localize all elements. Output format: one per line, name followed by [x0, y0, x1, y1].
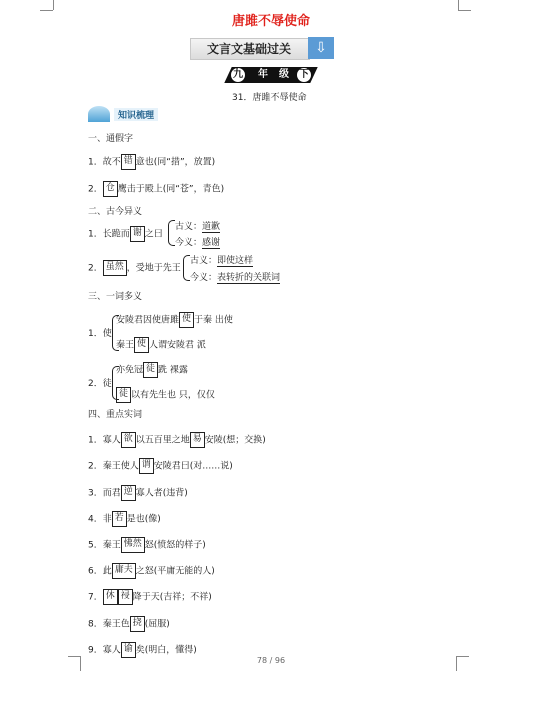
item-text: 秦王	[102, 540, 121, 551]
duoyi-sense	[116, 337, 206, 353]
item-text: 非	[102, 514, 112, 525]
item-text: 跣 裸露	[158, 365, 188, 376]
shici-item	[88, 537, 206, 553]
section-heading-duoyi: 三、一词多义	[88, 292, 143, 302]
brace	[183, 255, 190, 281]
boxed-word: 徒	[116, 387, 131, 403]
duoyi-sense	[116, 387, 215, 403]
boxed-word: 祲	[118, 589, 133, 605]
document-title: 唐雎不辱使命	[231, 14, 310, 29]
polysemy-word: 使	[102, 329, 112, 339]
item-text: 而君	[102, 488, 121, 499]
item-text: 秦王色	[102, 619, 130, 630]
item-text: 矣(明白，懂得)	[135, 645, 197, 656]
item-text: 人谓安陵君 派	[149, 340, 206, 351]
item-text: 以有先生也 只，仅仅	[131, 390, 215, 401]
boxed-word: 挠	[130, 616, 145, 632]
duoyi-sense	[116, 312, 233, 328]
grade-char-1: 九	[230, 67, 246, 83]
jin-value: 感谢	[202, 238, 221, 248]
item-number: 1．	[88, 157, 103, 168]
gu-label: 古义：	[175, 222, 203, 232]
boxed-word: 使	[134, 337, 149, 353]
boxed-word: 怫然	[121, 537, 145, 553]
jin-label: 今义：	[175, 238, 203, 248]
shici-item	[88, 485, 188, 501]
section-heading-tongjia: 一、通假字	[88, 134, 134, 144]
item-text: 降于天(吉祥；不祥)	[132, 592, 212, 603]
shici-item	[88, 616, 170, 632]
item-number: 8．	[88, 619, 103, 630]
item-text: ，受地于先王	[126, 263, 181, 274]
knowledge-badge: 知识梳理	[114, 108, 158, 121]
shici-item	[88, 458, 233, 474]
boxed-word: 仓	[103, 181, 118, 197]
item-number: 2．	[88, 263, 103, 274]
grade-char-2: 年	[258, 69, 268, 80]
shici-item	[88, 432, 266, 448]
item-number: 2．	[88, 184, 103, 195]
gu-label: 古义：	[190, 256, 218, 266]
item-text: 以五百里之地	[135, 435, 190, 446]
boxed-word: 若	[112, 511, 127, 527]
item-number: 5．	[88, 540, 103, 551]
item-text: 是也(像)	[126, 514, 161, 525]
jin-meaning	[175, 235, 220, 248]
item-text: 寡人	[102, 435, 121, 446]
item-text: 寡人者(违背)	[135, 488, 188, 499]
item-number: 9．	[88, 645, 103, 656]
item-number: 1．	[88, 229, 103, 240]
item-text: 意也(同“措”，放置)	[135, 157, 216, 168]
gu-value: 道歉	[202, 222, 221, 232]
section-heading-shici: 四、重点实词	[88, 410, 143, 420]
lesson-subtitle: 31．唐雎不辱使命	[232, 93, 307, 103]
item-text: 之怒(平庸无能的人)	[135, 566, 215, 577]
boxed-word: 欲	[121, 432, 136, 448]
guji-item	[88, 260, 181, 276]
gu-value: 即使这样	[217, 256, 254, 266]
shici-item	[88, 589, 212, 605]
gu-meaning	[175, 219, 220, 232]
brace	[168, 220, 175, 246]
boxed-word: 虽然	[103, 260, 127, 276]
item-number: 7．	[88, 592, 103, 603]
page-number: 78 / 96	[256, 656, 286, 665]
item-text: 怒(愤怒的样子)	[144, 540, 206, 551]
tongjia-item	[88, 181, 224, 197]
duoyi-word	[88, 326, 112, 339]
section-banner-label: 文言文基础过关	[206, 42, 291, 56]
grade-char-4: 下	[296, 67, 312, 83]
arrow-down-icon: ⇩	[308, 37, 334, 59]
boxed-word: 徒	[143, 362, 158, 378]
item-text: 故不	[102, 157, 121, 168]
boxed-word: 谕	[121, 642, 136, 658]
item-text: 鹰击于殿上(同“苍”，青色)	[117, 184, 225, 195]
item-number: 6．	[88, 566, 103, 577]
boxed-word: 休	[103, 589, 118, 605]
shici-item	[88, 511, 161, 527]
item-text: 亦免冠	[116, 365, 144, 376]
corner-mark-top-right	[458, 0, 459, 10]
item-text: 之曰	[144, 229, 163, 240]
boxed-word: 谢	[130, 226, 145, 242]
item-text: 安陵君因使唐雎	[116, 315, 180, 326]
item-number: 1．	[88, 329, 103, 339]
item-number: 4．	[88, 514, 103, 525]
gu-meaning	[190, 253, 253, 266]
shici-item	[88, 563, 215, 579]
boxed-word: 谓	[139, 458, 154, 474]
book-icon	[88, 106, 110, 122]
duoyi-word	[88, 376, 112, 389]
jin-meaning	[190, 270, 280, 283]
boxed-word: 易	[190, 432, 205, 448]
tongjia-item	[88, 154, 215, 170]
item-text: (屈服)	[144, 619, 170, 630]
item-number: 3．	[88, 488, 103, 499]
item-text: 寡人	[102, 645, 121, 656]
jin-label: 今义：	[190, 273, 218, 283]
item-text: 安陵(想；交换)	[204, 435, 266, 446]
boxed-word: 使	[179, 312, 194, 328]
item-text: 秦王	[116, 340, 135, 351]
duoyi-sense	[116, 362, 188, 378]
guji-item	[88, 226, 163, 242]
section-heading-guji: 二、古今异义	[88, 207, 143, 217]
corner-mark-top-left	[53, 0, 54, 10]
boxed-word: 庸夫	[112, 563, 136, 579]
item-text: 秦王使人	[102, 461, 139, 472]
item-text: 安陵君曰(对……说)	[153, 461, 233, 472]
jin-value: 表转折的关联词	[217, 273, 281, 283]
item-number: 2．	[88, 461, 103, 472]
boxed-word: 逆	[121, 485, 136, 501]
grade-char-3: 级	[279, 69, 289, 80]
item-text: 此	[102, 566, 112, 577]
polysemy-word: 徒	[102, 379, 112, 389]
item-text: 长跪而	[102, 229, 130, 240]
boxed-word: 错	[121, 154, 136, 170]
item-number: 1．	[88, 435, 103, 446]
item-number: 2．	[88, 379, 103, 389]
item-text: 于秦 出使	[194, 315, 233, 326]
